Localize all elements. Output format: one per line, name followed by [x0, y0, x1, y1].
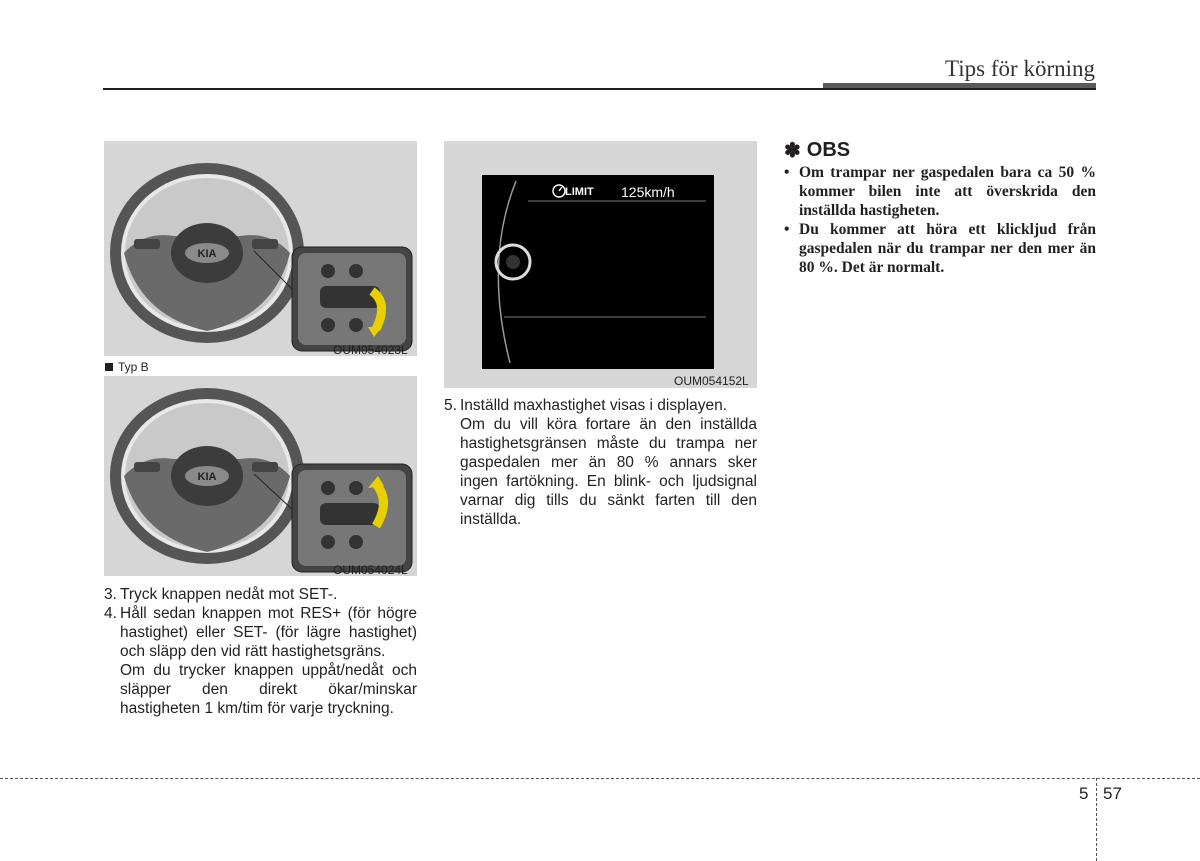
step-3: 3. Tryck knappen nedåt mot SET-. [104, 586, 338, 603]
bullet-icon: • [784, 221, 790, 238]
page-number: 57 [1103, 784, 1122, 803]
figure-code-typ-b: OUM054024L [333, 563, 408, 577]
obs-item: • Om trampar ner gaspedalen bara ca 50 % kommer bilen inte att överskrida den inställda hastigheten. [784, 164, 1096, 219]
step-list-left [104, 585, 417, 661]
figure-code-typ-a: OUM054023L [333, 343, 408, 357]
display-figure [444, 141, 757, 388]
header-rule [103, 88, 1096, 90]
running-header: Tips för körning [945, 56, 1095, 81]
label-square-icon [105, 363, 113, 371]
footer-dashed-rule [0, 778, 1200, 779]
footer-vertical-divider [1096, 778, 1097, 861]
step-list-middle [444, 396, 757, 415]
step-5-extra: Om du vill köra fortare än den inställda hastighetsgränsen måste du trampa ner gaspedalen mer än 80 % annars sker ingen fartökning. En blink- och ljudsignal varnar dig tills du sänkt farten till den inställda. [460, 416, 757, 528]
step-4-extra: Om du trycker knappen uppåt/nedåt och släpper den direkt ökar/minskar hastigheten 1 km/tim för varje tryckning. [120, 662, 417, 717]
display-speed-readout: 125km/h [621, 184, 675, 200]
obs-heading [784, 138, 1096, 163]
obs-item: • Du kommer att höra ett klickljud från gaspedalen när du trampar ner den mer än 80 %. Det är normalt. [784, 221, 1096, 276]
chapter-number: 5 [1079, 784, 1089, 803]
obs-title: OBS [806, 139, 851, 161]
figure-code-display: OUM054152L [674, 374, 749, 388]
steering-wheel-typ-b-illustration [104, 376, 417, 576]
steering-wheel-figure-typ-b [104, 376, 417, 576]
steering-wheel-typ-a-illustration [104, 141, 417, 356]
bullet-icon: • [784, 164, 790, 181]
display-limit-label: LIMIT [565, 186, 594, 198]
step-5: 5. Inställd maxhastighet visas i displayen. [444, 397, 728, 414]
asterisk-icon: ✽ [784, 140, 801, 162]
svg-text:KIA: KIA [197, 248, 217, 260]
left-column-text [104, 585, 417, 718]
cluster-display-illustration [444, 141, 757, 388]
step-4: 4. Håll sedan knappen mot RES+ (för högre hastighet) eller SET- (för lägre hastighet) och släpp den vid rätt hastighetsgräns. [104, 605, 417, 660]
middle-column-text [444, 396, 757, 529]
obs-note [784, 138, 1096, 277]
obs-list [784, 163, 1096, 277]
steering-wheel-figure-typ-a [104, 141, 417, 356]
figure-label-typ-b: Typ B [105, 360, 149, 374]
svg-text:KIA: KIA [197, 471, 217, 483]
